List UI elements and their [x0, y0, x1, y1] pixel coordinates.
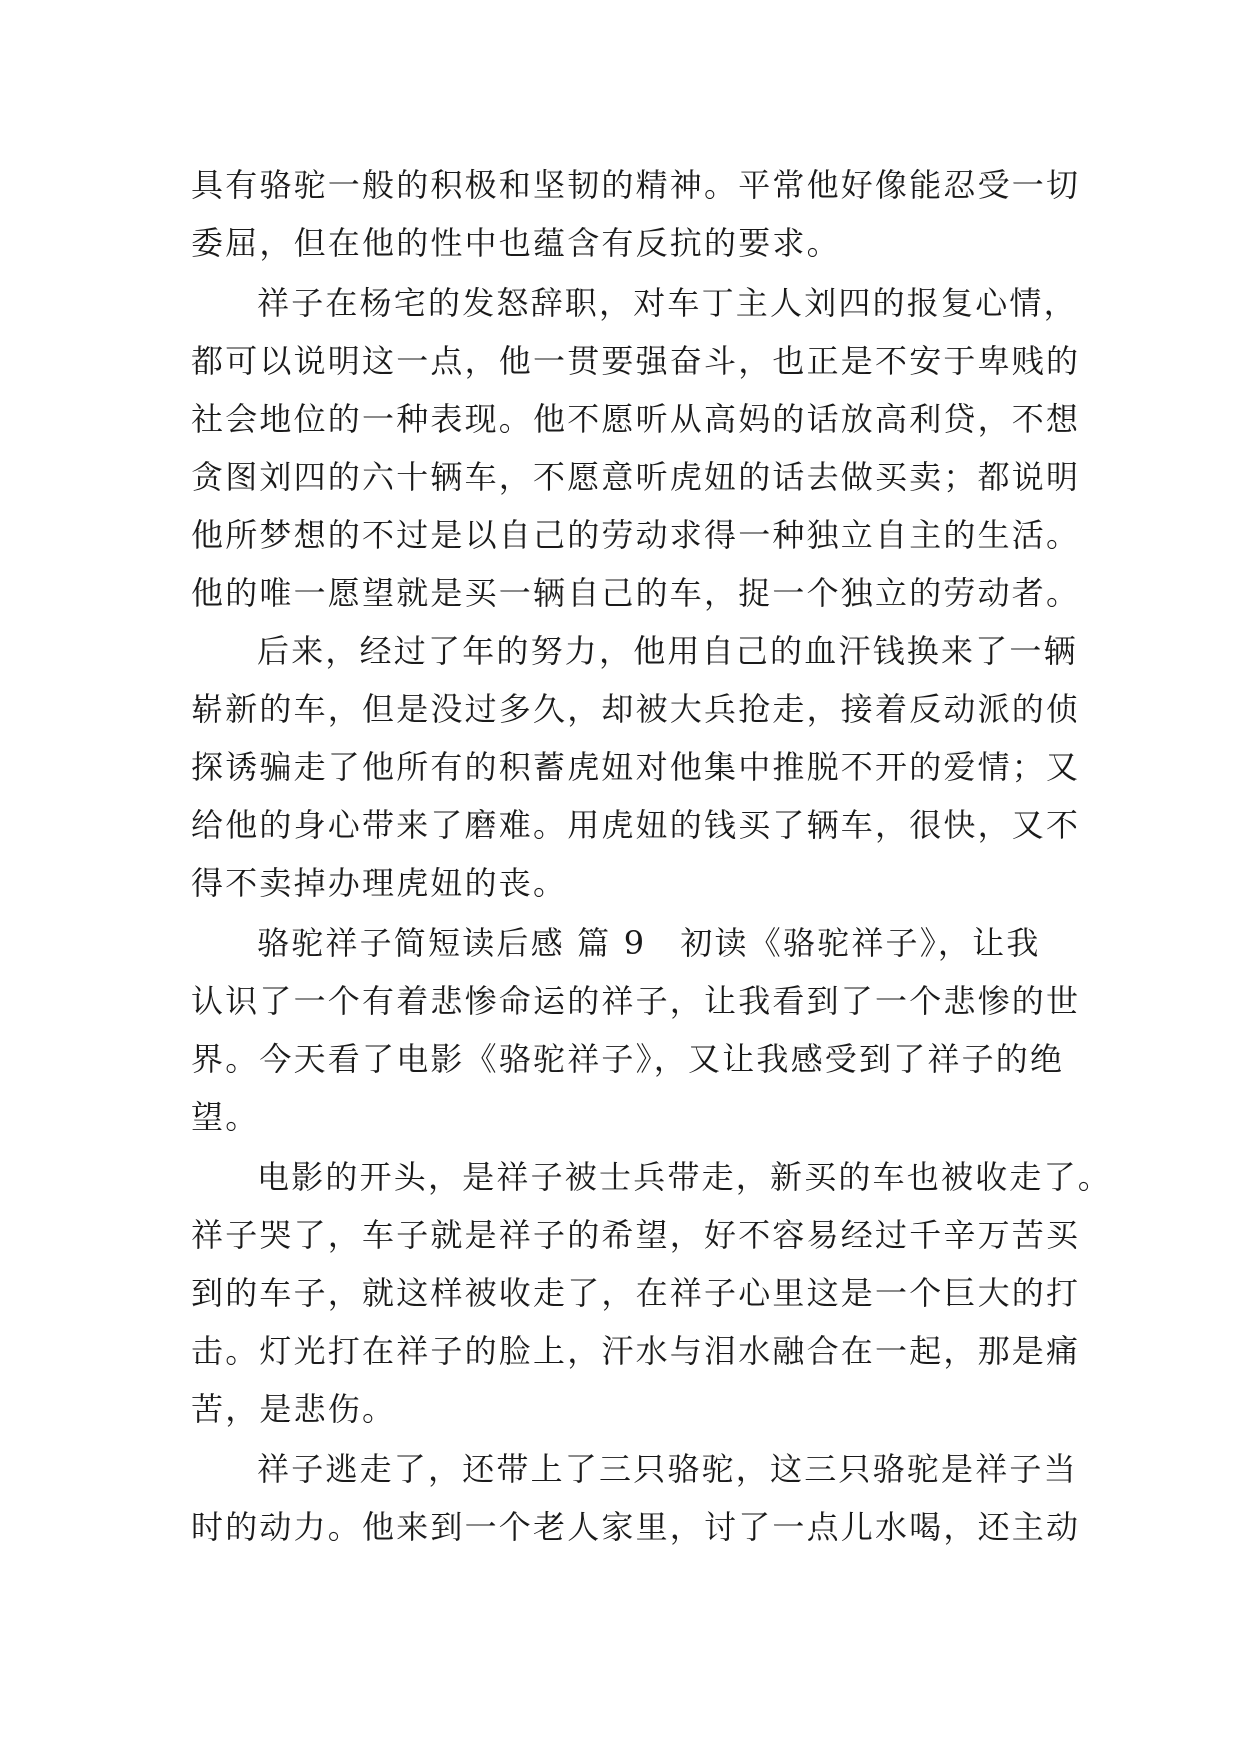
text-line: 到的车子，就这样被收走了，在祥子心里这是一个巨大的打	[191, 1274, 1081, 1312]
text-line: 苦，是悲伤。	[191, 1390, 397, 1428]
section-heading-line	[257, 914, 1071, 972]
text-line: 具有骆驼一般的积极和坚韧的精神。平常他好像能忍受一切	[191, 166, 1081, 204]
paragraph-start-line: 后来，经过了年的努力，他用自己的血汗钱换来了一辆	[257, 632, 1078, 670]
text-line: 界。今天看了电影《骆驼祥子》，又让我感受到了祥子的绝	[191, 1040, 1065, 1078]
text-line: 他所梦想的不过是以自己的劳动求得一种独立自主的生活。	[191, 516, 1081, 554]
text-line: 祥子哭了，车子就是祥子的希望，好不容易经过千辛万苦买	[191, 1216, 1081, 1254]
text-line: 得不卖掉办理虎妞的丧。	[191, 864, 568, 902]
text-line: 贪图刘四的六十辆车，不愿意听虎妞的话去做买卖；都说明	[191, 458, 1081, 496]
text-line: 他的唯一愿望就是买一辆自己的车，捉一个独立的劳动者。	[191, 574, 1081, 612]
text-line: 探诱骗走了他所有的积蓄虎妞对他集中推脱不开的爱情；又	[191, 748, 1081, 786]
text-line: 都可以说明这一点，他一贯要强奋斗，也正是不安于卑贱的	[191, 342, 1081, 380]
paragraph-start-line: 电影的开头，是祥子被士兵带走，新买的车也被收走了。	[257, 1158, 1113, 1196]
text-line: 望。	[191, 1098, 260, 1136]
text-line: 社会地位的一种表现。他不愿听从高妈的话放高利贷，不想	[191, 400, 1081, 438]
text-line: 时的动力。他来到一个老人家里，讨了一点儿水喝，还主动	[191, 1508, 1081, 1546]
paragraph-start-line: 祥子逃走了，还带上了三只骆驼，这三只骆驼是祥子当	[257, 1450, 1078, 1488]
text-line: 崭新的车，但是没过多久，却被大兵抢走，接着反动派的侦	[191, 690, 1081, 728]
paragraph-start-line: 祥子在杨宅的发怒辞职，对车丁主人刘四的报复心情，	[257, 284, 1078, 322]
text-line: 委屈，但在他的性中也蕴含有反抗的要求。	[191, 224, 841, 262]
text-line: 击。灯光打在祥子的脸上，汗水与泪水融合在一起，那是痛	[191, 1332, 1081, 1370]
text-line: 给他的身心带来了磨难。用虎妞的钱买了辆车，很快，又不	[191, 806, 1081, 844]
section-first-sentence: 初读《骆驼祥子》，让我	[680, 924, 1041, 962]
text-line: 认识了一个有着悲惨命运的祥子，让我看到了一个悲惨的世	[191, 982, 1081, 1020]
section-heading: 骆驼祥子简短读后感 篇 9	[257, 924, 647, 962]
